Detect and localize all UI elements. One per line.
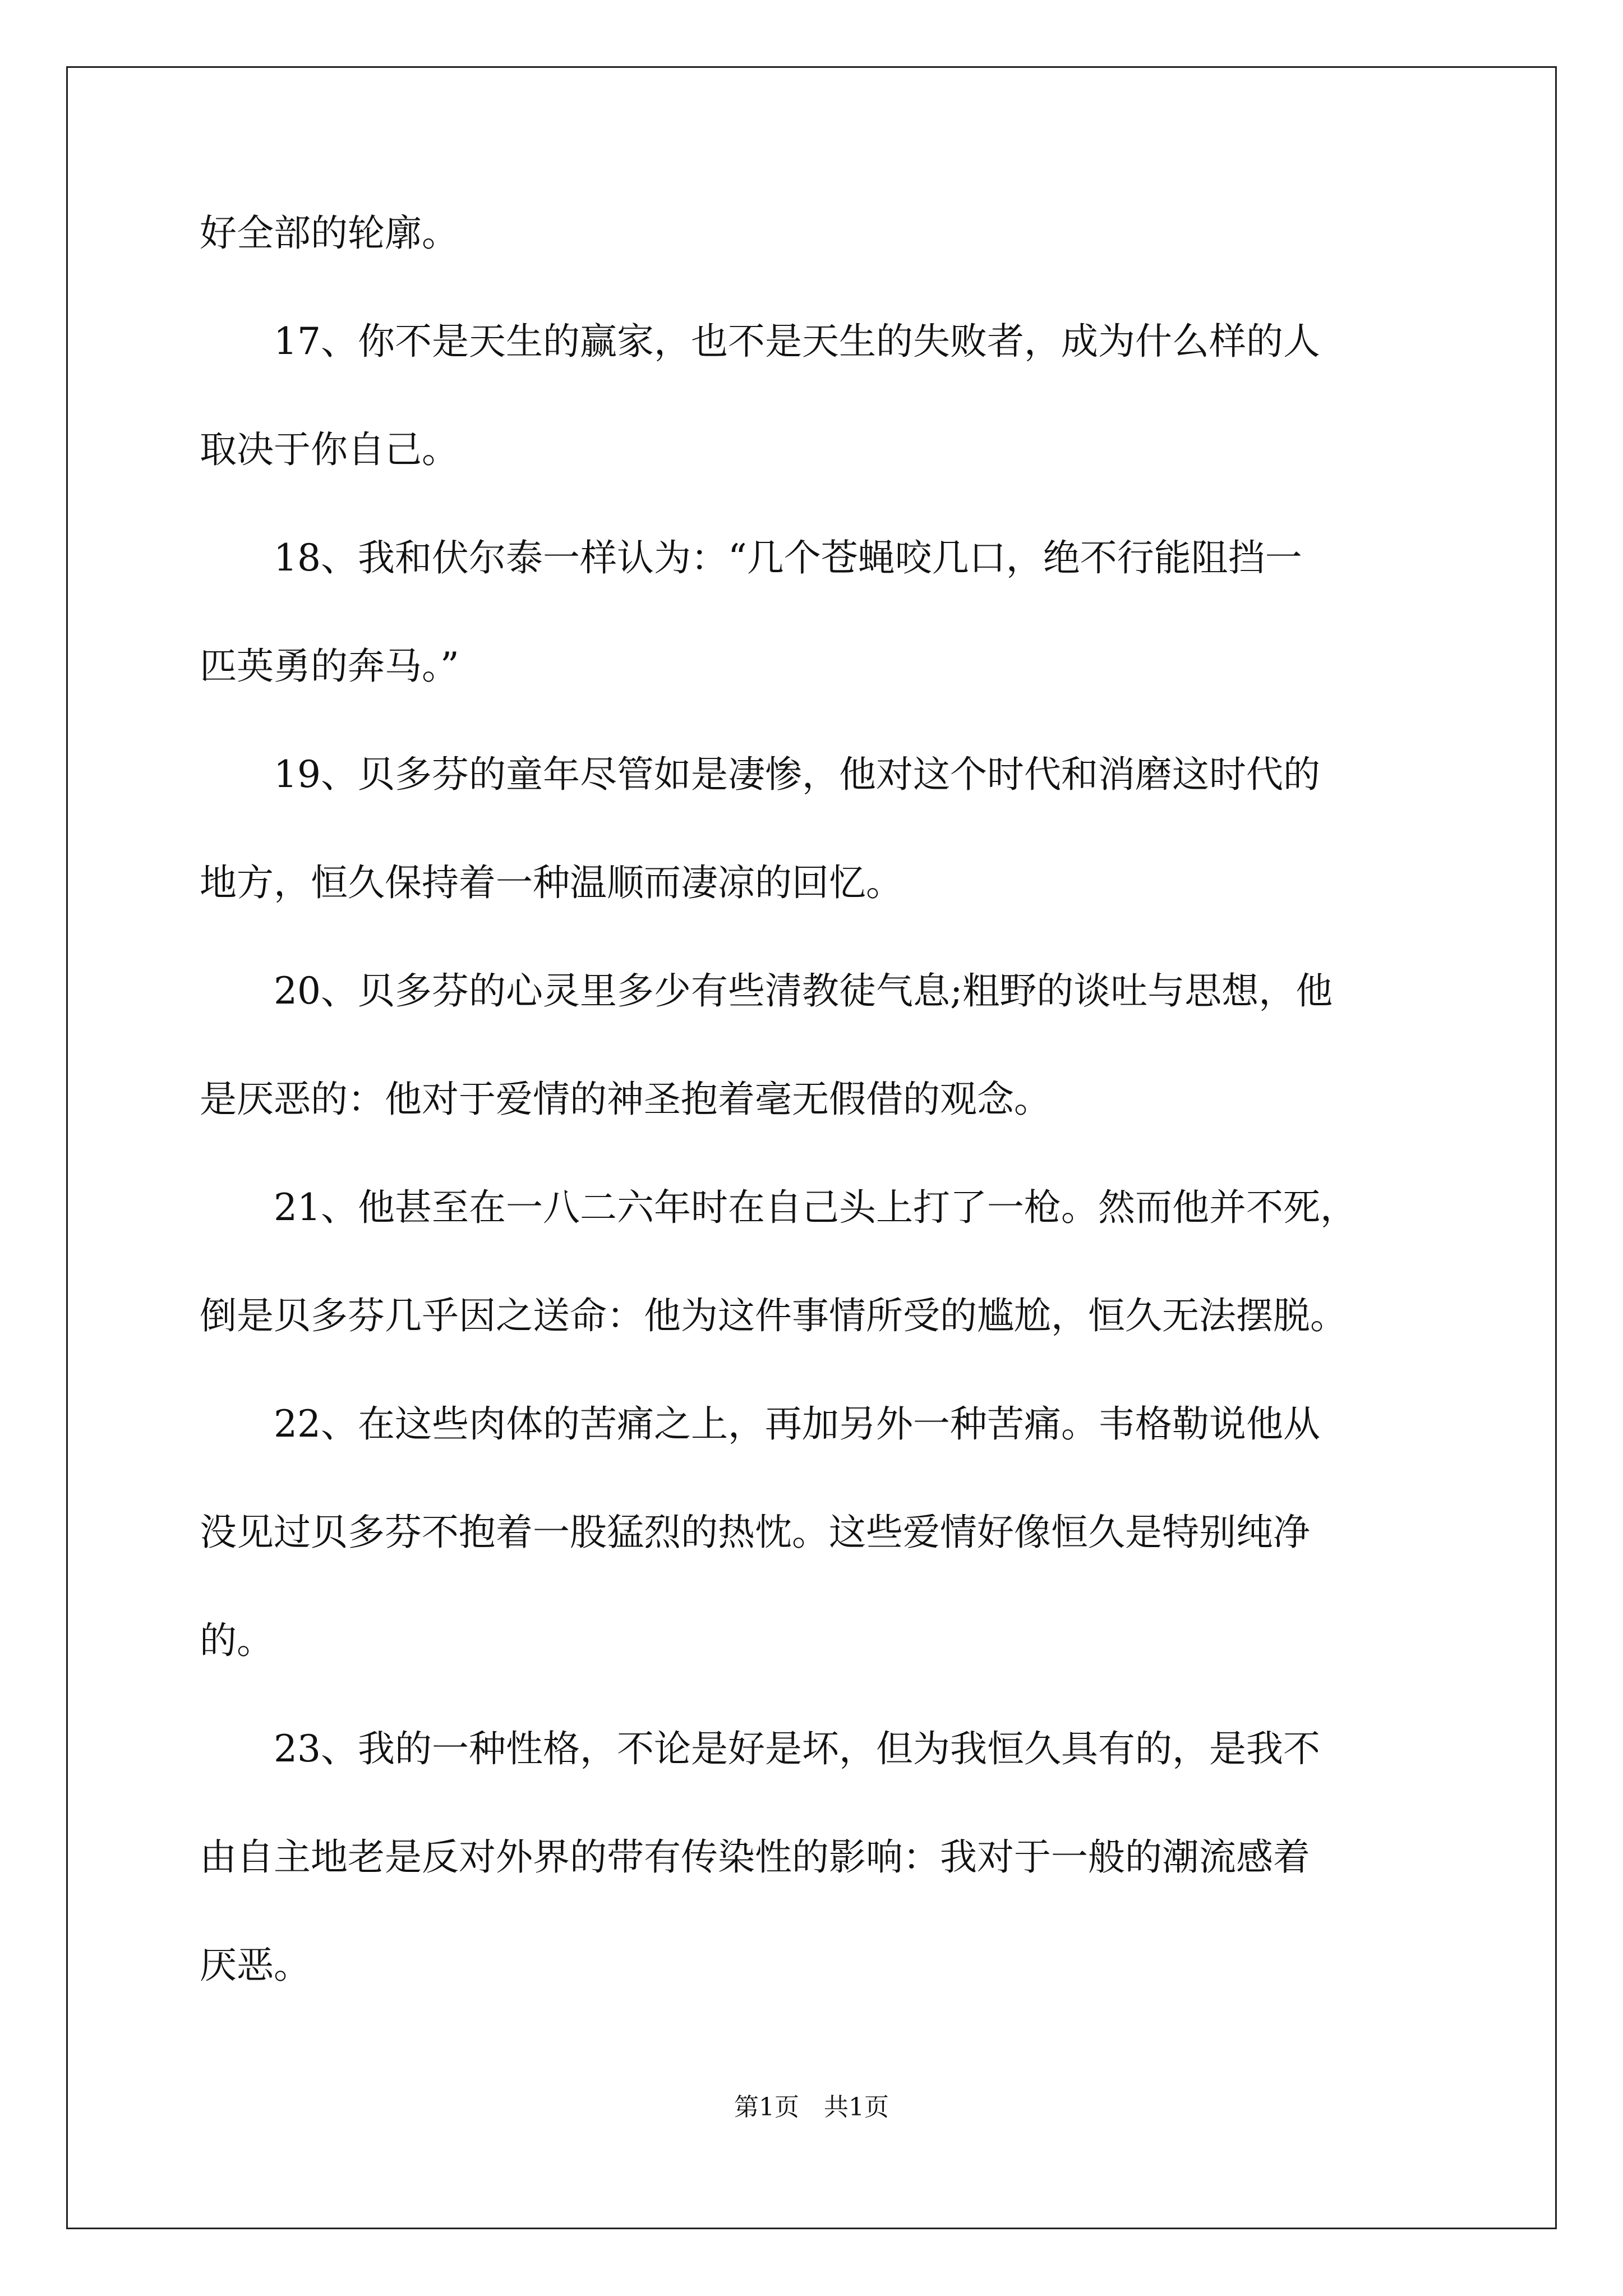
paragraph-line: 21、他甚至在一八二六年时在自己头上打了一枪。然而他并不死， (274, 1188, 1357, 1229)
paragraph-line: 的。 (200, 1621, 274, 1662)
paragraph-line: 好全部的轮廓。 (200, 213, 459, 255)
paragraph-line: 19、贝多芬的童年尽管如是凄惨，他对这个时代和消磨这时代的 (274, 754, 1320, 796)
paragraph-line: 23、我的一种性格，不论是好是坏，但为我恒久具有的，是我不 (274, 1729, 1320, 1770)
page-footer: 第1页 共1页 (734, 2093, 889, 2122)
paragraph-line: 倒是贝多芬几乎因之送命：他为这件事情所受的尴尬，恒久无法摆脱。 (200, 1296, 1347, 1337)
paragraph-line: 取决于你自己。 (200, 430, 459, 471)
paragraph-line: 匹英勇的奔马。” (200, 646, 459, 688)
paragraph-line: 厌恶。 (200, 1945, 311, 1987)
paragraph-line: 没见过贝多芬不抱着一股猛烈的热忱。这些爱情好像恒久是特别纯净 (200, 1512, 1310, 1554)
paragraph-line: 17、你不是天生的赢家，也不是天生的失败者，成为什么样的人 (274, 321, 1320, 363)
paragraph-line: 由自主地老是反对外界的带有传染性的影响：我对于一般的潮流感着 (200, 1837, 1310, 1879)
paragraph-line: 20、贝多芬的心灵里多少有些清教徒气息;粗野的谈吐与思想，他 (274, 971, 1333, 1013)
paragraph-line: 18、我和伏尔泰一样认为：“几个苍蝇咬几口，绝不行能阻挡一 (274, 538, 1302, 579)
paragraph-line: 地方，恒久保持着一种温顺而凄凉的回忆。 (200, 863, 903, 904)
document-body (200, 213, 1433, 2054)
paragraph-line: 是厌恶的：他对于爱情的神圣抱着毫无假借的观念。 (200, 1079, 1051, 1121)
paragraph-line: 22、在这些肉体的苦痛之上，再加另外一种苦痛。韦格勒说他从 (274, 1404, 1320, 1446)
